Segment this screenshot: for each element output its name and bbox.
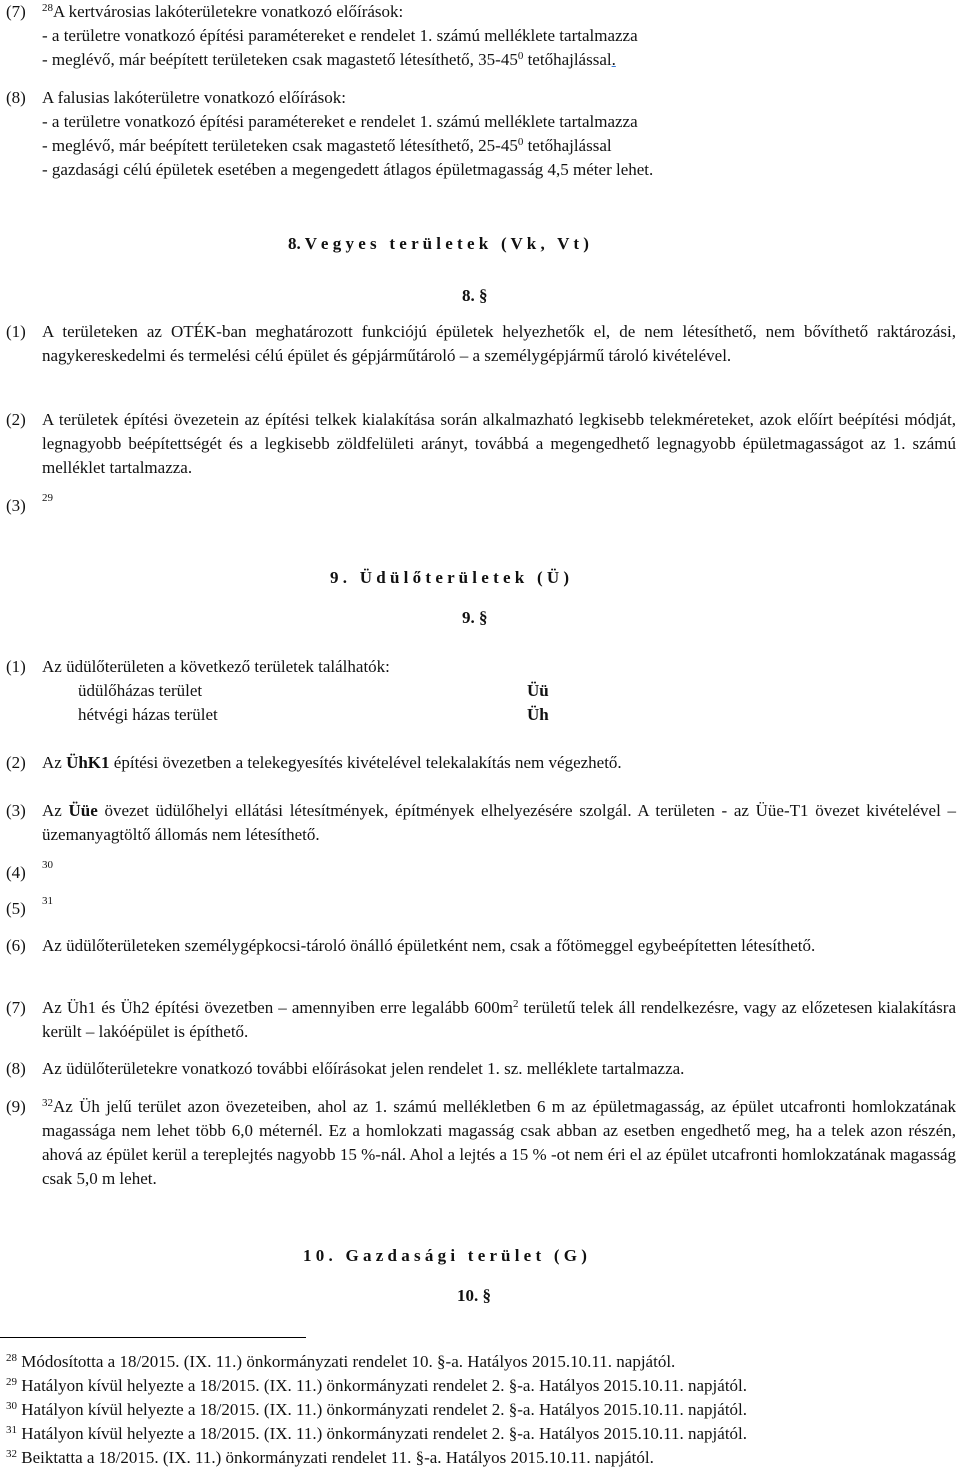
paragraph-8-line-1: - a területre vonatkozó építési paramétereket e rendelet 1. számú melléklete tartalmazza — [42, 112, 638, 131]
paragraph-8-line-2: - meglévő, már beépített területeken csak magastető létesíthető, $25-45^0$ tetőhajlással — [42, 136, 612, 155]
paragraph-number: (7) — [6, 2, 26, 21]
section-8-paragraph-1: (1) A területeken az OTÉK-ban meghatározott funkciójú épületek helyezhetők el, de nem létesíthető, nem bővíthető raktározási, nagykereskedelmi és termelési célú épület és gépjárműtároló – a személygépjármű tároló kivételével. — [6, 322, 956, 365]
paragraph-8-title: A falusias lakóterületre vonatkozó előírások: — [42, 88, 347, 107]
footnote-32: $^{32}$ Beiktatta a 18/2015. (IX. 11.) önkormányzati rendelet 11. §-a. Hatályos 2015.10.11. napjától. — [6, 1448, 654, 1467]
document-page: (7) $^{28}$A kertvárosias lakóterületekre vonatkozó előírások: - a területre vonatkozó építési paramétereket e rendelet 1. számú melléklete tartalmazza - meglévő, már beépített területeken csak magastető létesíthető, $35-45^0$ tetőhajlással. (8) A falusias lakóterületre vonatkozó előírások: - a területre vonatkozó építési paramétereket e rendelet 1. számú melléklete tartalmazza - meglévő, már beépített területeken csak magastető létesíthető, $25-45^0$ tetőhajlással - gazdasági célú épületek esetében a megengedett átlagos épületmagasság 4,5 méter lehet. 8. V e g y e s t e r ü l e t e k ( V k , V t ) 8. § (1) A területeken az OTÉK-ban meghatározott funkciójú épületek helyezhetők el, de nem létesíthető, nem bővíthető raktározási, nagykereskedelmi és termelési célú épület és gépjárműtároló – a személygépjármű tároló kivételével. (2) A területek építési övezetein az építési telkek kialakítása során alkalmazható legkisebb telekméreteket, azok előírt beépítési módját, legnagyobb beépítettségét és a legkisebb zöldfelületi arányt, továbbá a megengedhető legnagyobb épületmagasságot az 1. számú melléklet tartalmazza. (3) 29 9 . Ü d ü l ő t e r ü l e t e k ( Ü ) 9. § (1) Az üdülőterületen a következő területek találhatók: üdülőházas terület Üü hétvégi házas terület Üh (2) Az ÜhK1 építési övezetben a telekegyesítés kivételével telekalakítás nem végezhető. (3) Az Üüe övezet üdülőhelyi ellátási létesítmények, építmények elhelyezésére szolgál. A területen - az Üüe-T1 övezet kivételével – üzemanyagtöltő állomás nem létesíthető. (4) 30 (5) 31 (6) Az üdülőterületeken személygépkocsi-tároló önálló épületként nem, csak a főtömeggel egybeépítetten létesíthető. (7) Az Üh1 és Üh2 építési övezetben – amennyiben erre legalább $600m^2$ területű telek áll rendelkezésre, vagy az előzetesen kialakításra került – lakóépület is építhető. (8) Az üdülőterületekre vonatkozó további előírásokat jelen rendelet 1. sz. melléklete tartalmazza. (9) $^{32}$Az Üh jelű terület azon övezeteiben, ahol az 1. számú mellékletben 6 m az épületmagasság, az épület utcafronti homlokzatának magassága nem lehet több 6,0 méternél. Ez a homlokzati magasság csak abban az esetben engedhető meg, ha a telek azon részén, ahová az épület kerül a tereplejtés nagyobb 15 %-nál. Ahol a lejtés a 15 % -ot nem éri el az épület utcafronti homlokzatának magasság csak 5,0 m lehet. 1 0 . G a z d a s á g i t e r ü l e t ( G ) 10. § $^{28}$ Módosította a 18/2015. (IX. 11.) önkormányzati rendelet 10. §-a. Hatályos 2015.10.11. napjától. $^{29}$ Hatályon kívül helyezte a 18/2015. (IX. 11.) önkormányzati rendelet 2. §-a. Hatályos 2015.10.11. napjától. $^{30}$ Hatályon kívül helyezte a 18/2015. (IX. 11.) önkormányzati rendelet 2. §-a. Hatályos 2015.10.11. napjától. $^{31}$ Hatályon kívül helyezte a 18/2015. (IX. 11.) önkormányzati rendelet 2. §-a. Hatályos 2015.10.11. napjától. $^{32}$ Beiktatta a 18/2015. (IX. 11.) önkormányzati rendelet 11. §-a. Hatályos 2015.10.11. napjától. — [0, 0, 960, 1472]
section-9-paragraph-2: Az ÜhK1 építési övezetben a telekegyesítés kivételével telekalakítás nem végezhető. — [42, 753, 622, 772]
section-8-paragraph-2: (2) A területek építési övezetein az építési telkek kialakítása során alkalmazható legkisebb telekméreteket, azok előírt beépítési módját, legnagyobb beépítettségét és a legkisebb zöldfelületi arányt, továbbá a megengedhető legnagyobb épületmagasságot az 1. számú melléklet tartalmazza. — [6, 410, 956, 477]
footnote-ref-28[interactable]: 28 — [42, 2, 53, 14]
paragraph-8-line-3: - gazdasági célú épületek esetében a megengedett átlagos épületmagasság 4,5 méter lehet. — [42, 160, 654, 179]
paragraph-number: (2) — [6, 753, 26, 772]
section-9-heading: 9 . Ü d ü l ő t e r ü l e t e k ( Ü ) — [330, 568, 570, 587]
tracked-change-mark: . — [611, 50, 616, 69]
paragraph-number: (5) — [6, 899, 26, 918]
section-9-paragraph-8: Az üdülőterületekre vonatkozó további előírásokat jelen rendelet 1. sz. melléklete tartalmazza. — [42, 1059, 685, 1078]
paragraph-7-line-2: - meglévő, már beépített területeken csak magastető létesíthető, $35-45^0$ tetőhajlással. — [42, 50, 616, 69]
footnote-28: $^{28}$ Módosította a 18/2015. (IX. 11.) önkormányzati rendelet 10. §-a. Hatályos 2015.10.11. napjától. — [6, 1352, 676, 1371]
section-9-paragraph-3: (3) Az Üüe övezet üdülőhelyi ellátási létesítmények, építmények elhelyezésére szolgál. A területen - az Üüe-T1 övezet kivételével – üzemanyagtöltő állomás nem létesíthető. — [6, 801, 956, 844]
paragraph-number: (1) — [6, 657, 26, 676]
paragraph-number: (3) — [6, 496, 26, 515]
paragraph-7-title: $^{28}$A kertvárosias lakóterületekre vonatkozó előírások: — [42, 2, 404, 21]
footnote-29: $^{29}$ Hatályon kívül helyezte a 18/2015. (IX. 11.) önkormányzati rendelet 2. §-a. Hatályos 2015.10.11. napjától. — [6, 1376, 748, 1395]
paragraph-number: (8) — [6, 88, 26, 107]
footnote-ref-32[interactable]: 32 — [42, 1097, 53, 1109]
section-10-heading: 1 0 . G a z d a s á g i t e r ü l e t ( G ) — [303, 1246, 587, 1265]
footnote-30: $^{30}$ Hatályon kívül helyezte a 18/2015. (IX. 11.) önkormányzati rendelet 2. §-a. Hatályos 2015.10.11. napjától. — [6, 1400, 748, 1419]
section-9-paragraph-7: (7) Az Üh1 és Üh2 építési övezetben – amennyiben erre legalább $600m^2$ területű telek áll rendelkezésre, vagy az előzetesen kialakításra került – lakóépület is építhető. — [6, 998, 956, 1041]
section-9-paragraph-6: (6) Az üdülőterületeken személygépkocsi-tároló önálló épületként nem, csak a főtömeggel egybeépítetten létesíthető. — [6, 936, 816, 955]
section-9-paragraph-9: (9) $^{32}$Az Üh jelű terület azon övezeteiben, ahol az 1. számú mellékletben 6 m az épületmagasság, az épület utcafronti homlokzatának magassága nem lehet több 6,0 méternél. Ez a homlokzati magasság csak abban az esetben engedhető meg, ha a telek azon részén, ahová az épület kerül a tereplejtés nagyobb 15 %-nál. Ahol a lejtés a 15 % -ot nem éri el az épület utcafronti homlokzatának magasság csak 5,0 m lehet. — [6, 1097, 956, 1188]
paragraph-7-line-1: - a területre vonatkozó építési paramétereket e rendelet 1. számú melléklete tartalmazza — [42, 26, 638, 45]
section-9-paragraph-1: Az üdülőterületen a következő területek találhatók: — [42, 657, 390, 676]
paragraph-number: (4) — [6, 863, 26, 882]
section-9-paragraph-sign: 9. § — [462, 608, 488, 627]
zone-code-uh: Üh — [527, 705, 549, 724]
section-8-heading: 8. V e g y e s t e r ü l e t e k ( V k , V t ) — [288, 234, 589, 253]
footnote-31: $^{31}$ Hatályon kívül helyezte a 18/2015. (IX. 11.) önkormányzati rendelet 2. §-a. Hatályos 2015.10.11. napjától. — [6, 1424, 748, 1443]
zone-code-uu: Üü — [527, 681, 549, 700]
paragraph-number: (8) — [6, 1059, 26, 1078]
footnote-separator — [0, 1337, 306, 1338]
section-8-paragraph-sign: 8. § — [462, 286, 488, 305]
zone-label-uduloházas: üdülőházas terület — [78, 681, 203, 700]
zone-label-hetvegi: hétvégi házas terület — [78, 705, 218, 724]
section-10-paragraph-sign: 10. § — [457, 1286, 491, 1305]
